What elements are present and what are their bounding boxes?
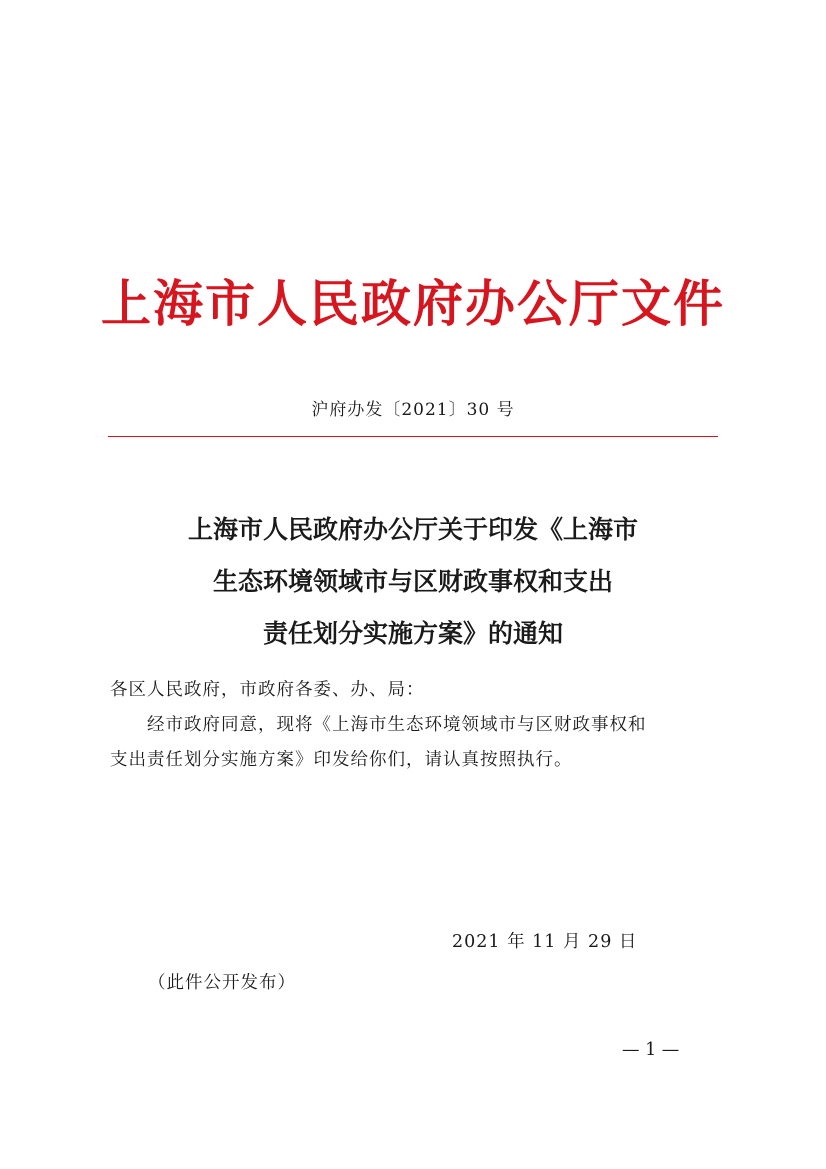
document-number: 沪府办发〔2021〕30 号	[311, 400, 515, 420]
body-paragraph-line-2: 支出责任划分实施方案》印发给你们，请认真按照执行。	[110, 750, 573, 770]
masthead-title: 上海市人民政府办公厅文件	[101, 274, 725, 333]
body-paragraph-line-1	[110, 708, 722, 743]
page-number: — 1 —	[622, 1040, 680, 1060]
notice-title	[0, 504, 826, 660]
title-line-2: 生态环境领域市与区财政事权和支出	[212, 567, 613, 596]
addressee: 各区人民政府，市政府各委、办、局：	[110, 680, 425, 700]
title-line-3: 责任划分实施方案》的通知	[262, 619, 563, 648]
issue-date: 2021 年 11 月 29 日	[452, 932, 638, 952]
red-divider	[108, 436, 718, 437]
publication-note: （此件公开发布）	[148, 973, 296, 993]
title-line-1: 上海市人民政府办公厅关于印发《上海市	[187, 515, 638, 544]
body-paragraph-text-1: 经市政府同意，现将《上海市生态环境领域市与区财政事权和	[147, 715, 647, 735]
